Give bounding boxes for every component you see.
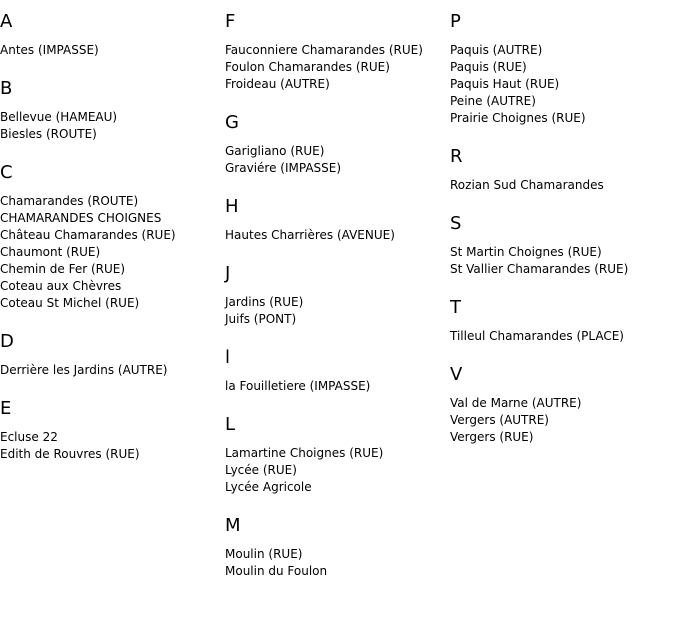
letter-group bbox=[450, 11, 675, 127]
street-link[interactable]: Moulin du Foulon bbox=[225, 564, 328, 578]
street-link[interactable]: Chaumont (RUE) bbox=[0, 245, 101, 259]
street-link[interactable]: Bellevue (HAMEAU) bbox=[0, 110, 118, 124]
letter-heading: G bbox=[225, 112, 239, 133]
letter-heading: M bbox=[225, 515, 241, 536]
letter-heading: S bbox=[450, 213, 462, 234]
letter-group bbox=[450, 297, 675, 345]
letter-heading: B bbox=[0, 78, 13, 99]
letter-group bbox=[450, 364, 675, 446]
street-link[interactable]: Jardins (RUE) bbox=[225, 295, 304, 309]
street-link[interactable]: Derrière les Jardins (AUTRE) bbox=[0, 363, 168, 377]
street-link[interactable]: Lamartine Choignes (RUE) bbox=[225, 446, 384, 460]
street-list bbox=[225, 294, 445, 328]
street-link[interactable]: Antes (IMPASSE) bbox=[0, 43, 99, 57]
letter-group bbox=[225, 414, 445, 496]
street-link[interactable]: Coteau aux Chèvres bbox=[0, 279, 122, 293]
street-link[interactable]: Val de Marne (AUTRE) bbox=[450, 396, 582, 410]
street-list bbox=[450, 177, 675, 194]
letter-group bbox=[225, 515, 445, 580]
letter-heading: l bbox=[225, 347, 231, 368]
street-link[interactable]: Hautes Charrières (AVENUE) bbox=[225, 228, 395, 242]
letter-heading: A bbox=[0, 11, 13, 32]
street-list bbox=[225, 42, 445, 93]
letter-group bbox=[0, 11, 220, 59]
letter-group bbox=[0, 331, 220, 379]
street-list bbox=[225, 378, 445, 395]
street-link[interactable]: Prairie Choignes (RUE) bbox=[450, 111, 586, 125]
letter-group bbox=[0, 398, 220, 463]
street-list bbox=[0, 429, 220, 463]
street-link[interactable]: Chemin de Fer (RUE) bbox=[0, 262, 126, 276]
letter-heading: H bbox=[225, 196, 239, 217]
letter-heading: V bbox=[450, 364, 463, 385]
street-link[interactable]: Château Chamarandes (RUE) bbox=[0, 228, 176, 242]
letter-group bbox=[225, 347, 445, 395]
street-link[interactable]: St Vallier Chamarandes (RUE) bbox=[450, 262, 629, 276]
street-link[interactable]: Fauconniere Chamarandes (RUE) bbox=[225, 43, 423, 57]
letter-group bbox=[225, 112, 445, 177]
street-link[interactable]: Paquis Haut (RUE) bbox=[450, 77, 560, 91]
letter-heading: T bbox=[450, 297, 461, 318]
street-list bbox=[450, 42, 675, 127]
street-column-3 bbox=[450, 0, 675, 446]
street-list bbox=[450, 244, 675, 278]
letter-heading: R bbox=[450, 146, 463, 167]
street-column-1 bbox=[0, 0, 220, 463]
street-link[interactable]: Foulon Chamarandes (RUE) bbox=[225, 60, 390, 74]
street-link[interactable]: Vergers (AUTRE) bbox=[450, 413, 549, 427]
street-column-2 bbox=[225, 0, 445, 580]
street-link[interactable]: Ecluse 22 bbox=[0, 430, 58, 444]
street-link[interactable]: Edith de Rouvres (RUE) bbox=[0, 447, 140, 461]
street-link[interactable]: Lycée Agricole bbox=[225, 480, 312, 494]
street-link[interactable]: Peine (AUTRE) bbox=[450, 94, 536, 108]
street-link[interactable]: Garigliano (RUE) bbox=[225, 144, 325, 158]
letter-heading: P bbox=[450, 11, 461, 32]
letter-group bbox=[225, 263, 445, 328]
street-list bbox=[225, 227, 445, 244]
street-list bbox=[225, 546, 445, 580]
street-link[interactable]: Tilleul Chamarandes (PLACE) bbox=[450, 329, 624, 343]
street-link[interactable]: Coteau St Michel (RUE) bbox=[0, 296, 140, 310]
street-link[interactable]: Rozian Sud Chamarandes bbox=[450, 178, 604, 192]
letter-heading: C bbox=[0, 162, 13, 183]
street-link[interactable]: Lycée (RUE) bbox=[225, 463, 297, 477]
letter-group bbox=[0, 78, 220, 143]
street-link[interactable]: Juifs (PONT) bbox=[225, 312, 297, 326]
street-link[interactable]: Graviére (IMPASSE) bbox=[225, 161, 342, 175]
street-list bbox=[450, 328, 675, 345]
street-list bbox=[0, 193, 220, 312]
street-list bbox=[450, 395, 675, 446]
letter-heading: E bbox=[0, 398, 12, 419]
street-link[interactable]: Biesles (ROUTE) bbox=[0, 127, 97, 141]
street-link[interactable]: Chamarandes (ROUTE) bbox=[0, 194, 139, 208]
street-list bbox=[225, 143, 445, 177]
letter-group bbox=[225, 11, 445, 93]
letter-heading: F bbox=[225, 11, 236, 32]
letter-group bbox=[0, 162, 220, 312]
street-link[interactable]: Froideau (AUTRE) bbox=[225, 77, 330, 91]
street-list bbox=[0, 42, 220, 59]
street-link[interactable]: Paquis (AUTRE) bbox=[450, 43, 543, 57]
letter-group bbox=[450, 213, 675, 278]
street-link[interactable]: Vergers (RUE) bbox=[450, 430, 534, 444]
street-list bbox=[0, 109, 220, 143]
letter-group bbox=[450, 146, 675, 194]
street-link[interactable]: CHAMARANDES CHOIGNES bbox=[0, 211, 162, 225]
letter-heading: D bbox=[0, 331, 14, 352]
letter-heading: L bbox=[225, 414, 236, 435]
street-link[interactable]: la Fouilletiere (IMPASSE) bbox=[225, 379, 371, 393]
street-list bbox=[225, 445, 445, 496]
letter-group bbox=[225, 196, 445, 244]
street-link[interactable]: Moulin (RUE) bbox=[225, 547, 303, 561]
street-link[interactable]: St Martin Choignes (RUE) bbox=[450, 245, 602, 259]
street-link[interactable]: Paquis (RUE) bbox=[450, 60, 527, 74]
letter-heading: J bbox=[225, 263, 231, 284]
street-list bbox=[0, 362, 220, 379]
